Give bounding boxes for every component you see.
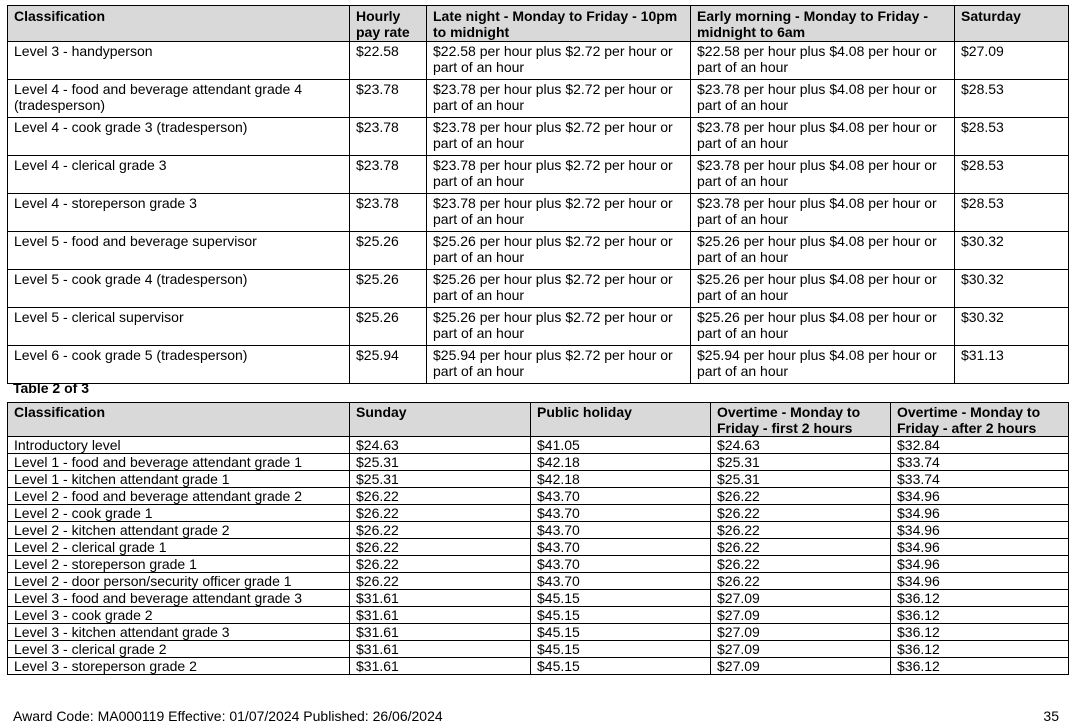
- table-cell: $36.12: [891, 658, 1069, 675]
- table-cell: Level 3 - cook grade 2: [8, 607, 350, 624]
- table-cell: $22.58 per hour plus $4.08 per hour or part of an hour: [691, 42, 955, 80]
- table-cell: $26.22: [711, 505, 891, 522]
- table-cell: $28.53: [955, 80, 1069, 118]
- table-cell: $42.18: [531, 454, 711, 471]
- table-cell: $26.22: [711, 539, 891, 556]
- table-cell: Level 2 - door person/security officer grade 1: [8, 573, 350, 590]
- table-cell: $25.94 per hour plus $4.08 per hour or part of an hour: [691, 346, 955, 384]
- table-cell: $36.12: [891, 607, 1069, 624]
- table-cell: $28.53: [955, 194, 1069, 232]
- table-cell: Level 5 - clerical supervisor: [8, 308, 350, 346]
- table-row: [8, 607, 1069, 624]
- table-cell: $30.32: [955, 308, 1069, 346]
- table-cell: Level 3 - clerical grade 2: [8, 641, 350, 658]
- table-row: [8, 658, 1069, 675]
- table-header-row: [8, 6, 1069, 42]
- table-cell: $23.78 per hour plus $2.72 per hour or part of an hour: [427, 80, 691, 118]
- table-cell: Level 1 - kitchen attendant grade 1: [8, 471, 350, 488]
- table-row: [8, 80, 1069, 118]
- table-header-row: [8, 403, 1069, 437]
- table-cell: $32.84: [891, 437, 1069, 454]
- table-row: [8, 573, 1069, 590]
- table-cell: $25.26: [350, 232, 427, 270]
- table-cell: $25.26 per hour plus $2.72 per hour or part of an hour: [427, 270, 691, 308]
- table-cell: $31.61: [350, 658, 531, 675]
- table-cell: $33.74: [891, 471, 1069, 488]
- table-row: [8, 505, 1069, 522]
- table-cell: $23.78 per hour plus $2.72 per hour or part of an hour: [427, 194, 691, 232]
- table-row: [8, 556, 1069, 573]
- table-row: [8, 270, 1069, 308]
- table-cell: $30.32: [955, 270, 1069, 308]
- column-header: Overtime - Monday to Friday - first 2 hours: [711, 403, 891, 437]
- table-row: [8, 471, 1069, 488]
- column-header: Overtime - Monday to Friday - after 2 hours: [891, 403, 1069, 437]
- table-cell: $45.15: [531, 624, 711, 641]
- table-cell: $24.63: [350, 437, 531, 454]
- table-cell: $34.96: [891, 522, 1069, 539]
- table-cell: $23.78: [350, 194, 427, 232]
- table-cell: $25.94 per hour plus $2.72 per hour or part of an hour: [427, 346, 691, 384]
- table-cell: $31.61: [350, 641, 531, 658]
- table-row: [8, 641, 1069, 658]
- table-cell: $43.70: [531, 556, 711, 573]
- table-cell: $43.70: [531, 539, 711, 556]
- table-cell: $42.18: [531, 471, 711, 488]
- table-cell: $36.12: [891, 590, 1069, 607]
- table-row: [8, 488, 1069, 505]
- table-cell: $45.15: [531, 641, 711, 658]
- table-cell: $36.12: [891, 641, 1069, 658]
- table-cell: $26.22: [350, 539, 531, 556]
- table-row: [8, 522, 1069, 539]
- table-cell: Level 3 - handyperson: [8, 42, 350, 80]
- table-cell: $25.26 per hour plus $4.08 per hour or part of an hour: [691, 232, 955, 270]
- table-caption: Table 2 of 3: [13, 380, 89, 396]
- table-cell: Level 3 - storeperson grade 2: [8, 658, 350, 675]
- table-cell: $26.22: [711, 522, 891, 539]
- table-cell: $31.13: [955, 346, 1069, 384]
- table-cell: $34.96: [891, 573, 1069, 590]
- table-cell: Level 4 - food and beverage attendant grade 4 (tradesperson): [8, 80, 350, 118]
- table-cell: Introductory level: [8, 437, 350, 454]
- table-row: [8, 437, 1069, 454]
- table-cell: $26.22: [350, 573, 531, 590]
- table-cell: $34.96: [891, 539, 1069, 556]
- table-cell: $25.94: [350, 346, 427, 384]
- table-cell: Level 5 - food and beverage supervisor: [8, 232, 350, 270]
- table-cell: $25.31: [350, 471, 531, 488]
- table-cell: $23.78 per hour plus $4.08 per hour or part of an hour: [691, 156, 955, 194]
- table-row: [8, 194, 1069, 232]
- table-cell: $31.61: [350, 590, 531, 607]
- table-cell: $45.15: [531, 658, 711, 675]
- table-row: [8, 232, 1069, 270]
- table-cell: Level 2 - clerical grade 1: [8, 539, 350, 556]
- table-cell: $24.63: [711, 437, 891, 454]
- table-cell: $26.22: [350, 488, 531, 505]
- table-cell: $41.05: [531, 437, 711, 454]
- column-header: Late night - Monday to Friday - 10pm to midnight: [427, 6, 691, 42]
- table-cell: $43.70: [531, 488, 711, 505]
- table-cell: Level 6 - cook grade 5 (tradesperson): [8, 346, 350, 384]
- table-cell: Level 3 - food and beverage attendant grade 3: [8, 590, 350, 607]
- table-cell: $45.15: [531, 607, 711, 624]
- table-row: [8, 42, 1069, 80]
- column-header: Public holiday: [531, 403, 711, 437]
- column-header: Classification: [8, 6, 350, 42]
- table-cell: $27.09: [711, 658, 891, 675]
- table-cell: Level 4 - storeperson grade 3: [8, 194, 350, 232]
- table-cell: $28.53: [955, 118, 1069, 156]
- table-cell: Level 2 - kitchen attendant grade 2: [8, 522, 350, 539]
- table-row: [8, 590, 1069, 607]
- table-cell: $26.22: [350, 505, 531, 522]
- table-cell: Level 5 - cook grade 4 (tradesperson): [8, 270, 350, 308]
- table-row: [8, 346, 1069, 384]
- table-cell: $43.70: [531, 522, 711, 539]
- table-cell: Level 2 - storeperson grade 1: [8, 556, 350, 573]
- table-cell: $26.22: [711, 573, 891, 590]
- table-cell: $43.70: [531, 573, 711, 590]
- table-cell: $26.22: [350, 522, 531, 539]
- table-cell: $23.78 per hour plus $4.08 per hour or part of an hour: [691, 194, 955, 232]
- table-cell: Level 2 - cook grade 1: [8, 505, 350, 522]
- table-row: [8, 624, 1069, 641]
- pay-rates-table-2: [7, 402, 1069, 675]
- table-row: [8, 539, 1069, 556]
- page-number: 35: [1043, 708, 1059, 724]
- table-cell: $23.78 per hour plus $2.72 per hour or part of an hour: [427, 118, 691, 156]
- table-cell: Level 4 - clerical grade 3: [8, 156, 350, 194]
- table-cell: $33.74: [891, 454, 1069, 471]
- table-cell: $26.22: [711, 556, 891, 573]
- table-cell: $31.61: [350, 607, 531, 624]
- table-cell: $25.26 per hour plus $2.72 per hour or part of an hour: [427, 308, 691, 346]
- column-header: Hourly pay rate: [350, 6, 427, 42]
- table-cell: $23.78 per hour plus $4.08 per hour or part of an hour: [691, 118, 955, 156]
- table-cell: $34.96: [891, 556, 1069, 573]
- table-cell: Level 4 - cook grade 3 (tradesperson): [8, 118, 350, 156]
- table-cell: $27.09: [711, 607, 891, 624]
- table-cell: $28.53: [955, 156, 1069, 194]
- pay-rates-table-1: [7, 5, 1069, 384]
- table-cell: $34.96: [891, 505, 1069, 522]
- table-cell: $25.31: [711, 471, 891, 488]
- table-cell: $22.58 per hour plus $2.72 per hour or part of an hour: [427, 42, 691, 80]
- table-cell: $27.09: [711, 624, 891, 641]
- table-cell: $27.09: [711, 590, 891, 607]
- table-cell: $30.32: [955, 232, 1069, 270]
- footer-award-info: Award Code: MA000119 Effective: 01/07/2024 Published: 26/06/2024: [13, 708, 443, 724]
- column-header: Saturday: [955, 6, 1069, 42]
- table-cell: Level 1 - food and beverage attendant grade 1: [8, 454, 350, 471]
- table-cell: $27.09: [711, 641, 891, 658]
- table-row: [8, 308, 1069, 346]
- table-cell: $26.22: [350, 556, 531, 573]
- table-cell: $23.78 per hour plus $4.08 per hour or part of an hour: [691, 80, 955, 118]
- table-cell: $23.78: [350, 80, 427, 118]
- table-cell: $27.09: [955, 42, 1069, 80]
- table-row: [8, 156, 1069, 194]
- table-cell: $25.31: [350, 454, 531, 471]
- table-row: [8, 454, 1069, 471]
- table-cell: $31.61: [350, 624, 531, 641]
- table-row: [8, 118, 1069, 156]
- table-cell: $26.22: [711, 488, 891, 505]
- table-cell: $25.31: [711, 454, 891, 471]
- table-cell: $25.26: [350, 308, 427, 346]
- table-cell: $25.26 per hour plus $4.08 per hour or part of an hour: [691, 308, 955, 346]
- table-cell: $23.78: [350, 156, 427, 194]
- table-cell: $36.12: [891, 624, 1069, 641]
- table-cell: $43.70: [531, 505, 711, 522]
- table-cell: Level 3 - kitchen attendant grade 3: [8, 624, 350, 641]
- table-cell: $34.96: [891, 488, 1069, 505]
- table-cell: $25.26 per hour plus $4.08 per hour or part of an hour: [691, 270, 955, 308]
- table-cell: $23.78: [350, 118, 427, 156]
- column-header: Early morning - Monday to Friday - midnight to 6am: [691, 6, 955, 42]
- table-cell: $45.15: [531, 590, 711, 607]
- table-cell: $25.26 per hour plus $2.72 per hour or part of an hour: [427, 232, 691, 270]
- table-cell: $22.58: [350, 42, 427, 80]
- column-header: Sunday: [350, 403, 531, 437]
- table-cell: $23.78 per hour plus $2.72 per hour or part of an hour: [427, 156, 691, 194]
- table-cell: Level 2 - food and beverage attendant grade 2: [8, 488, 350, 505]
- table-cell: $25.26: [350, 270, 427, 308]
- column-header: Classification: [8, 403, 350, 437]
